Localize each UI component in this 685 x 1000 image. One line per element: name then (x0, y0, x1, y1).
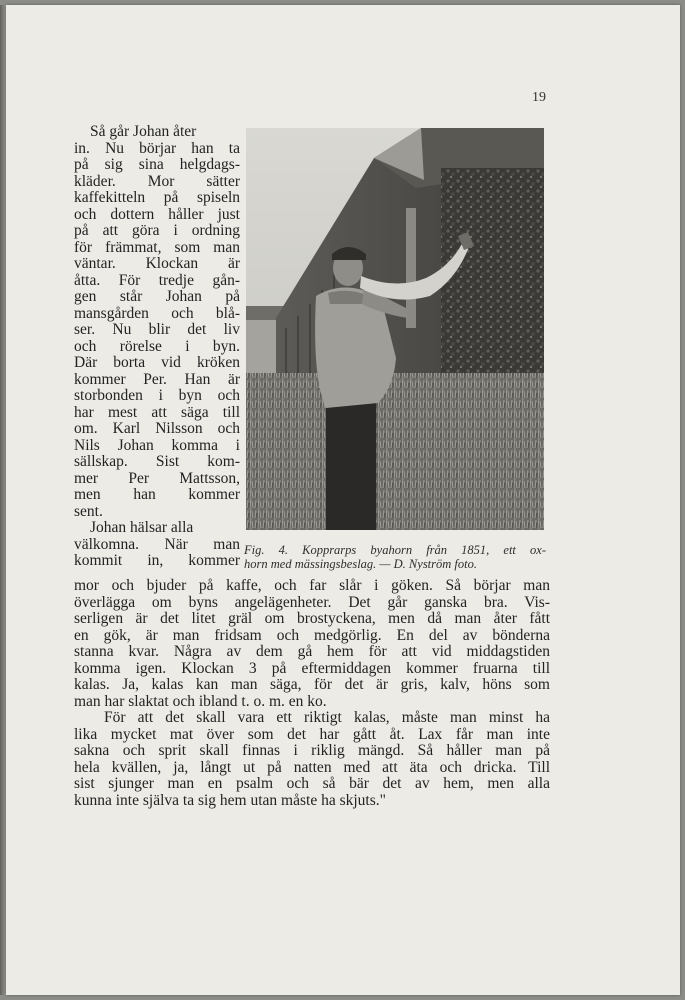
column-text-line: på att göra i ordning (74, 222, 240, 239)
body-text-line: kalas. Ja, kalas kan man säga, för det är gris, kalv, höns som (74, 676, 550, 693)
column-text-line: sällskap. Sist kom- (74, 453, 240, 470)
column-text-line: men han kommer (74, 486, 240, 503)
column-text-line: ser. Nu blir det liv (74, 321, 240, 338)
figure-caption (244, 544, 546, 571)
caption-line-2: horn med mässingsbeslag. — D. Nyström foto. (244, 556, 477, 571)
column-text-line: på sig sina helgdags- (74, 156, 240, 173)
body-text-line: kunna inte själva ta sig hem utan måste ha skjuts." (74, 791, 386, 809)
column-text-line: gen står Johan på (74, 288, 240, 305)
body-text-line: man har slaktat och ibland t. o. m. en ko. (74, 692, 327, 710)
column-text-line: sent. (74, 502, 103, 520)
body-text-line: komma igen. Klockan 3 på eftermiddagen kommer fruarna till (74, 659, 550, 677)
body-text-line: mor och bjuder på kaffe, och far slår i göken. Så börjar man (74, 577, 550, 594)
body-text-line: sist sjunger man en psalm och så bär det av hem, men alla (74, 775, 550, 792)
photograph-man-blowing-horn (246, 128, 544, 530)
column-text-line: Nils Johan komma i (74, 436, 240, 454)
column-text-line: Så går Johan åter (90, 123, 197, 140)
body-text-line: stanna kvar. Några av dem gå hem för att vid middagstiden (74, 643, 550, 660)
column-text-line: välkomna. När man (74, 535, 240, 553)
body-text-line: hela kvällen, ja, långt ut på natten med att äta och dricka. Till (74, 758, 550, 776)
column-text-line: har mest att säga till (74, 403, 240, 421)
body-text-line: serligen är det litet gräl om brostyckena, men då man åter fått (74, 610, 550, 627)
column-text-line: kaffekitteln på spiseln (74, 189, 240, 206)
column-text-line: och dottern håller just (74, 205, 240, 223)
column-text-line: väntar. Klockan är (74, 255, 240, 272)
column-text-line: Där borta vid kröken (74, 354, 240, 371)
column-text-line: storbonden i byn och (74, 387, 240, 404)
body-text-line: överlägga om byns angelägenheter. Det går ganska bra. Vis- (74, 593, 550, 611)
body-text-line: sakna och sprit skall finnas i riklig mängd. Så håller man på (74, 742, 550, 759)
column-text-line: kläder. Mor sätter (74, 172, 240, 190)
photo-illustration (246, 128, 544, 530)
column-text-line: in. Nu börjar han ta (74, 139, 240, 157)
column-text-line: mansgården och blå- (74, 304, 240, 322)
column-text-line: Johan hälsar alla (90, 519, 194, 536)
column-text-line: om. Karl Nilsson och (74, 420, 240, 437)
column-text-line: och rörelse i byn. (74, 337, 240, 355)
body-text-line: en gök, är man fridsam och medgörlig. En del av bönderna (74, 626, 550, 644)
caption-line-1: Fig. 4. Kopprarps byahorn från 1851, ett ox- (244, 543, 546, 557)
page-number: 19 (532, 90, 546, 105)
body-text-line: lika mycket mat över som det har gått åt. Lax får man inte (74, 725, 550, 743)
column-text-line: kommit in, kommer (74, 552, 240, 569)
body-text-line: För att det skall vara ett riktigt kalas, måste man minst ha (104, 709, 550, 726)
column-text-line: åtta. För tredje gån- (74, 271, 240, 289)
column-text-line: för främmat, som man (74, 238, 240, 256)
column-text-line: kommer Per. Han är (74, 370, 240, 388)
column-text-line: mer Per Mattsson, (74, 469, 240, 487)
